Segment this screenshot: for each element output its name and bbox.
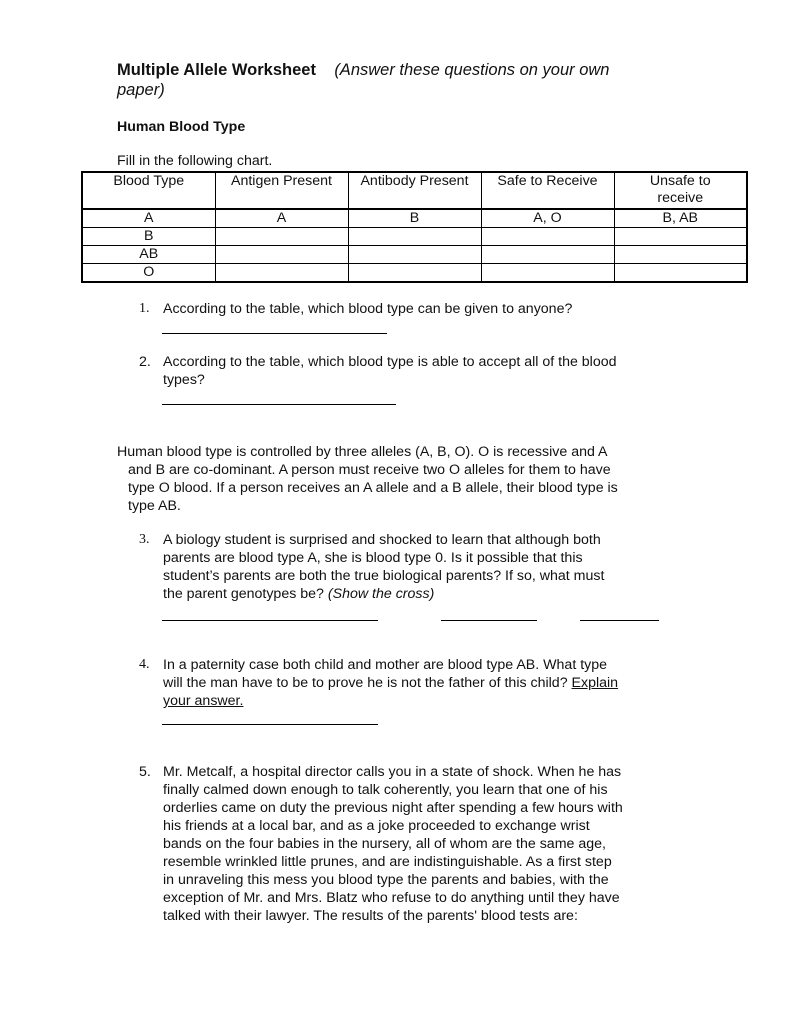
title-italic-note-cont: paper) xyxy=(117,81,165,99)
blood-type-table xyxy=(81,171,748,283)
cell-antigen[interactable] xyxy=(215,246,348,264)
answer-blank[interactable] xyxy=(162,724,378,725)
title-italic-note: (Answer these questions on your own xyxy=(334,61,610,79)
cell-safe[interactable] xyxy=(481,264,614,283)
question-text-l2: will the man have to be to prove he is not the father of this child? xyxy=(163,675,572,691)
question-text-l1: In a paternity case both child and mother are blood type AB. What type xyxy=(163,657,608,673)
cell-antibody: B xyxy=(348,209,481,228)
alleles-paragraph xyxy=(117,443,677,515)
cell-blood-type: O xyxy=(82,264,215,283)
table-row xyxy=(82,264,747,283)
question-1 xyxy=(139,300,699,320)
question-text-l1: According to the table, which blood type is able to accept all of the blood xyxy=(163,354,617,370)
cell-unsafe[interactable] xyxy=(614,228,747,246)
question-text: According to the table, which blood type can be given to anyone? xyxy=(163,301,573,317)
cell-unsafe: B, AB xyxy=(614,209,747,228)
question-number: 4. xyxy=(139,657,150,672)
question-text-line: resemble wrinkled little prunes, and are indistinguishable. As a first step xyxy=(163,854,612,870)
header-blood-type: Blood Type xyxy=(82,172,215,209)
chart-instruction: Fill in the following chart. xyxy=(117,153,273,169)
worksheet-title xyxy=(117,60,677,100)
table-header-row xyxy=(82,172,747,209)
paragraph-line: type AB. xyxy=(128,498,181,514)
cell-antigen[interactable] xyxy=(215,264,348,283)
question-text xyxy=(163,763,623,925)
question-text-l1: A biology student is surprised and shocked to learn that although both xyxy=(163,532,601,548)
question-text-l4: the parent genotypes be? xyxy=(163,586,328,602)
answer-blank[interactable] xyxy=(162,620,378,621)
question-2 xyxy=(139,353,699,391)
answer-blank[interactable] xyxy=(162,333,387,334)
question-text-l3: student’s parents are both the true biological parents? If so, what must xyxy=(163,568,605,584)
header-antibody: Antibody Present xyxy=(348,172,481,209)
cell-antibody[interactable] xyxy=(348,246,481,264)
header-antigen: Antigen Present xyxy=(215,172,348,209)
cell-antibody[interactable] xyxy=(348,264,481,283)
answer-blank[interactable] xyxy=(580,620,659,621)
question-text-line: bands on the four babies in the nursery, all of whom are the same age, xyxy=(163,836,606,852)
cell-antigen: A xyxy=(215,209,348,228)
question-number: 2. xyxy=(139,354,151,370)
question-text-l2: types? xyxy=(163,372,205,388)
cell-antibody[interactable] xyxy=(348,228,481,246)
question-text-line: his friends at a local bar, and as a joke proceeded to exchange wrist xyxy=(163,818,590,834)
paragraph-line: Human blood type is controlled by three alleles (A, B, O). O is recessive and A xyxy=(117,444,608,460)
question-text-line: in unraveling this mess you blood type the parents and babies, with the xyxy=(163,872,609,888)
question-text-line: finally calmed down enough to talk coherently, you learn that one of his xyxy=(163,782,608,798)
cell-antigen[interactable] xyxy=(215,228,348,246)
paragraph-line: type O blood. If a person receives an A allele and a B allele, their blood type is xyxy=(128,480,618,496)
question-3 xyxy=(139,531,699,605)
table-row xyxy=(82,228,747,246)
question-text xyxy=(163,656,618,710)
explain-prompt: Explain xyxy=(571,675,619,691)
question-text-line: Mr. Metcalf, a hospital director calls you in a state of shock. When he has xyxy=(163,764,622,780)
show-cross-note: (Show the cross) xyxy=(327,586,435,602)
explain-prompt-cont: your answer. xyxy=(163,693,244,709)
question-number: 3. xyxy=(139,532,150,547)
question-text-line: exception of Mr. and Mrs. Blatz who refuse to do anything until they have xyxy=(163,890,620,906)
paragraph-line: and B are co-dominant. A person must receive two O alleles for them to have xyxy=(128,462,611,478)
title-bold: Multiple Allele Worksheet xyxy=(117,61,316,79)
question-4 xyxy=(139,656,699,712)
cell-unsafe[interactable] xyxy=(614,264,747,283)
question-number: 1. xyxy=(139,301,150,316)
table-row xyxy=(82,246,747,264)
question-5 xyxy=(139,763,739,927)
table-row xyxy=(82,209,747,228)
section-heading: Human Blood Type xyxy=(117,119,246,135)
header-unsafe-l1: Unsafe to xyxy=(649,173,711,189)
question-text xyxy=(163,353,617,389)
cell-blood-type: A xyxy=(82,209,215,228)
question-text xyxy=(163,531,604,603)
header-unsafe xyxy=(614,172,747,209)
header-unsafe-l2: receive xyxy=(657,190,704,206)
answer-blank[interactable] xyxy=(441,620,537,621)
cell-blood-type: AB xyxy=(82,246,215,264)
question-text-l2: parents are blood type A, she is blood type 0. Is it possible that this xyxy=(163,550,583,566)
answer-blank[interactable] xyxy=(162,404,396,405)
question-text-line: orderlies came on duty the previous night after spending a few hours with xyxy=(163,800,623,816)
header-safe: Safe to Receive xyxy=(481,172,614,209)
cell-safe[interactable] xyxy=(481,246,614,264)
question-text-line: talked with their lawyer. The results of the parents' blood tests are: xyxy=(163,908,578,924)
question-number: 5. xyxy=(139,764,151,780)
cell-unsafe[interactable] xyxy=(614,246,747,264)
cell-safe[interactable] xyxy=(481,228,614,246)
cell-safe: A, O xyxy=(481,209,614,228)
cell-blood-type: B xyxy=(82,228,215,246)
